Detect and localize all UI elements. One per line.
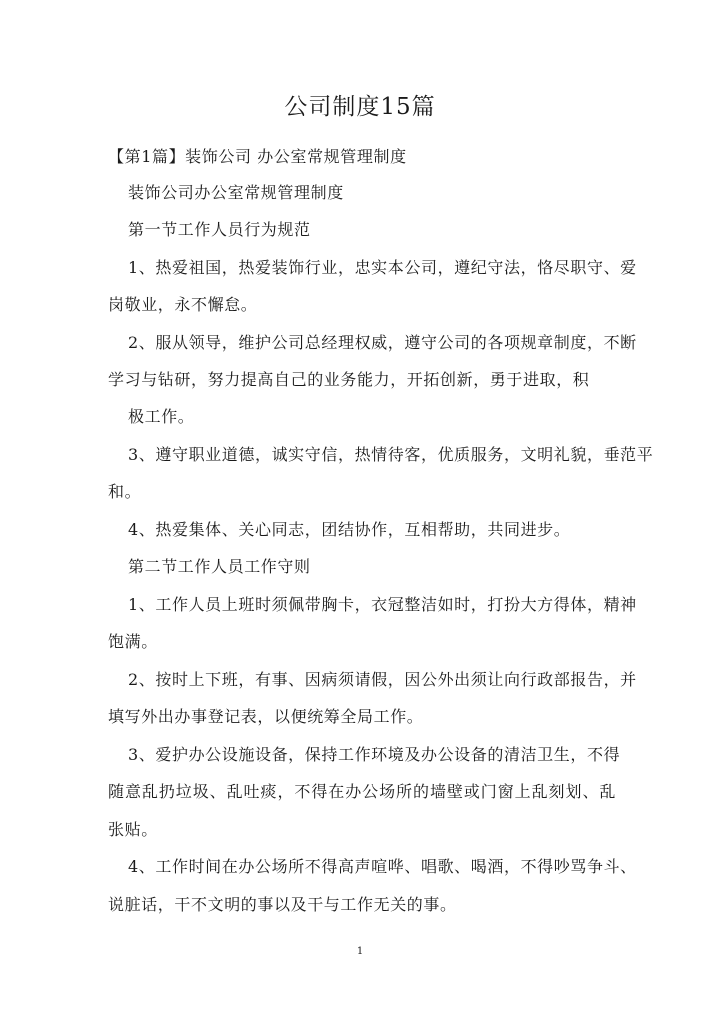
paragraph-line: 填写外出办事登记表，以便统筹全局工作。 <box>108 707 424 726</box>
section-subheading: 第一节工作人员行为规范 <box>128 220 311 239</box>
section-heading: 【第1篇】装饰公司 办公室常规管理制度 <box>108 147 407 166</box>
paragraph-line: 饱满。 <box>108 632 158 651</box>
paragraph-line: 4、热爱集体、关心同志，团结协作，互相帮助，共同进步。 <box>128 520 571 539</box>
paragraph-line: 2、服从领导，维护公司总经理权威，遵守公司的各项规章制度，不断 <box>128 333 637 352</box>
paragraph-line: 2、按时上下班，有事、因病须请假，因公外出须让向行政部报告，并 <box>128 670 637 689</box>
paragraph-line: 3、爱护办公设施设备，保持工作环境及办公设备的清洁卫生，不得 <box>128 745 621 764</box>
paragraph-line: 3、遵守职业道德，诚实守信，热情待客，优质服务，文明礼貌，垂范平 <box>128 445 654 464</box>
paragraph-line: 1、工作人员上班时须佩带胸卡，衣冠整洁如时，打扮大方得体，精神 <box>128 595 637 614</box>
subheading: 装饰公司办公室常规管理制度 <box>128 183 344 202</box>
paragraph-line: 学习与钻研，努力提高自己的业务能力，开拓创新，勇于进取，积 <box>108 370 590 389</box>
paragraph-line: 说脏话，干不文明的事以及干与工作无关的事。 <box>108 895 457 914</box>
paragraph-line: 随意乱扔垃圾、乱吐痰，不得在办公场所的墙壁或门窗上乱刻划、乱 <box>108 782 616 801</box>
paragraph-line: 1、热爱祖国，热爱装饰行业，忠实本公司，遵纪守法，恪尽职守、爱 <box>128 258 637 277</box>
paragraph-line: 极工作。 <box>128 407 195 426</box>
paragraph-line: 和。 <box>108 482 142 501</box>
paragraph-line: 张贴。 <box>108 820 158 839</box>
page-number: 1 <box>356 946 364 957</box>
section-subheading: 第二节工作人员工作守则 <box>128 557 311 576</box>
document-title: 公司制度15篇 <box>284 94 436 120</box>
paragraph-line: 4、工作时间在办公场所不得高声喧哗、唱歌、喝酒，不得吵骂争斗、 <box>128 857 637 876</box>
paragraph-line: 岗敬业，永不懈怠。 <box>108 295 258 314</box>
